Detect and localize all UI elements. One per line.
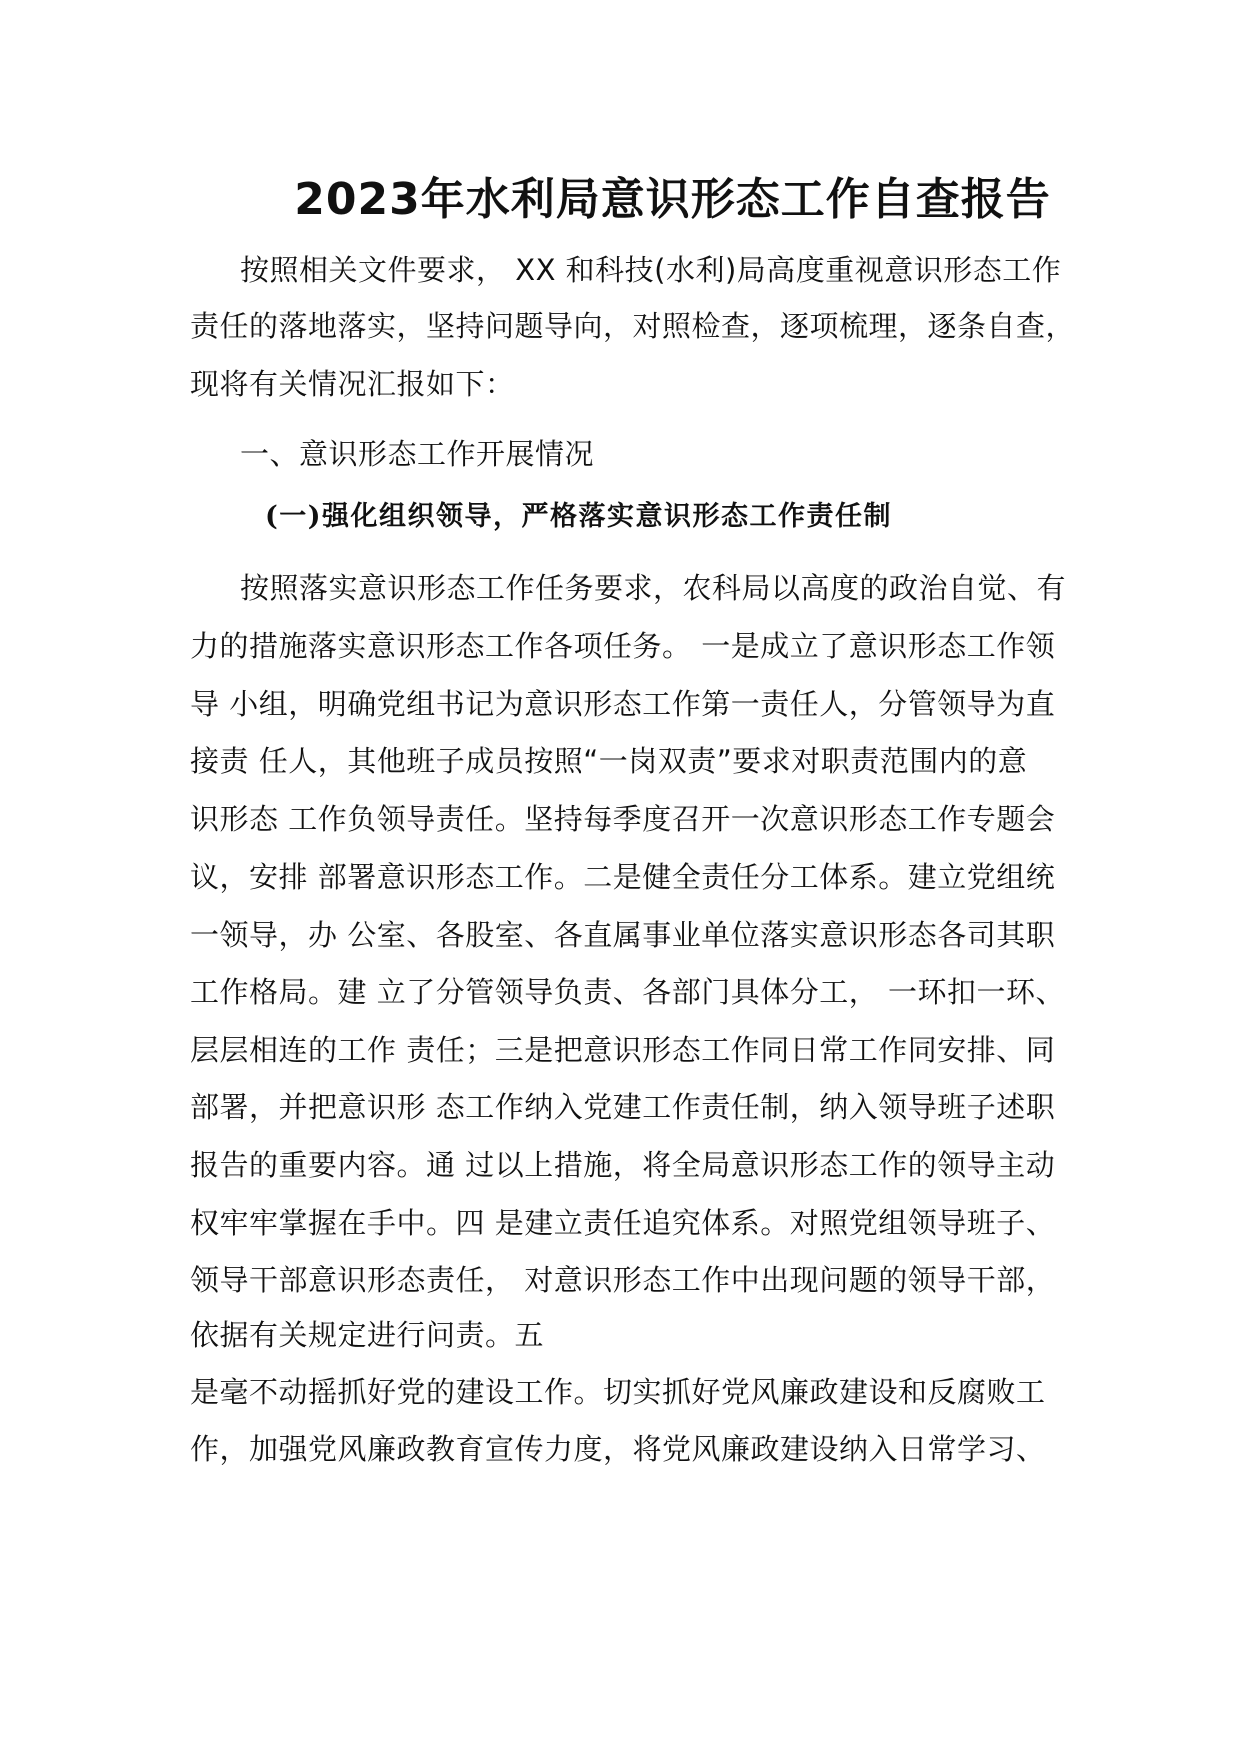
body-line-8: 工作格局。建 立了分管领导负责、各部门具体分工， 一环扣一环、 — [190, 975, 1065, 1009]
body-line-1: 按照落实意识形态工作任务要求，农科局以高度的政治自觉、有 — [240, 571, 1067, 605]
intro-line-2: 责任的落地落实，坚持问题导向，对照检查，逐项梳理，逐条自查， — [190, 309, 1076, 343]
body-line-11: 报告的重要内容。通 过以上措施，将全局意识形态工作的领导主动 — [190, 1148, 1056, 1182]
intro-line-3: 现将有关情况汇报如下： — [190, 367, 515, 401]
subsection-heading: (一)强化组织领导，严格落实意识形态工作责任制 — [265, 501, 893, 532]
body-line-10: 部署，并把意识形 态工作纳入党建工作责任制，纳入领导班子述职 — [190, 1090, 1056, 1124]
body-line-7: 一领导，办 公室、各股室、各直属事业单位落实意识形态各司其职 — [190, 918, 1056, 952]
body-line-3: 导 小组，明确党组书记为意识形态工作第一责任人，分管领导为直 — [190, 687, 1056, 721]
body-line-6: 议，安排 部署意识形态工作。二是健全责任分工体系。建立党组统 — [190, 860, 1056, 894]
section-heading: 一、意识形态工作开展情况 — [240, 437, 595, 471]
body-line-12: 权牢牢掌握在手中。四 是建立责任追究体系。对照党组领导班子、 — [190, 1206, 1056, 1240]
body-line-16: 作，加强党风廉政教育宣传力度，将党风廉政建设纳入日常学习、 — [190, 1432, 1046, 1466]
document-title: 2023年水利局意识形态工作自查报告 — [294, 174, 1051, 225]
body-line-2: 力的措施落实意识形态工作各项任务。 一是成立了意识形态工作领 — [190, 629, 1056, 663]
body-line-13: 领导干部意识形态责任， 对意识形态工作中出现问题的领导干部， — [190, 1263, 1056, 1297]
body-line-9: 层层相连的工作 责任；三是把意识形态工作同日常工作同安排、同 — [190, 1033, 1056, 1067]
body-line-5: 识形态 工作负领导责任。坚持每季度召开一次意识形态工作专题会 — [190, 802, 1056, 836]
body-line-15: 是毫不动摇抓好党的建设工作。切实抓好党风廉政建设和反腐败工 — [190, 1375, 1046, 1409]
body-line-14: 依据有关规定进行问责。五 — [190, 1318, 545, 1352]
body-line-4: 接责 任人，其他班子成员按照“一岗双责”要求对职责范围内的意 — [190, 744, 1028, 778]
intro-line-1: 按照相关文件要求， XX 和科技(水利)局高度重视意识形态工作 — [240, 253, 1062, 287]
